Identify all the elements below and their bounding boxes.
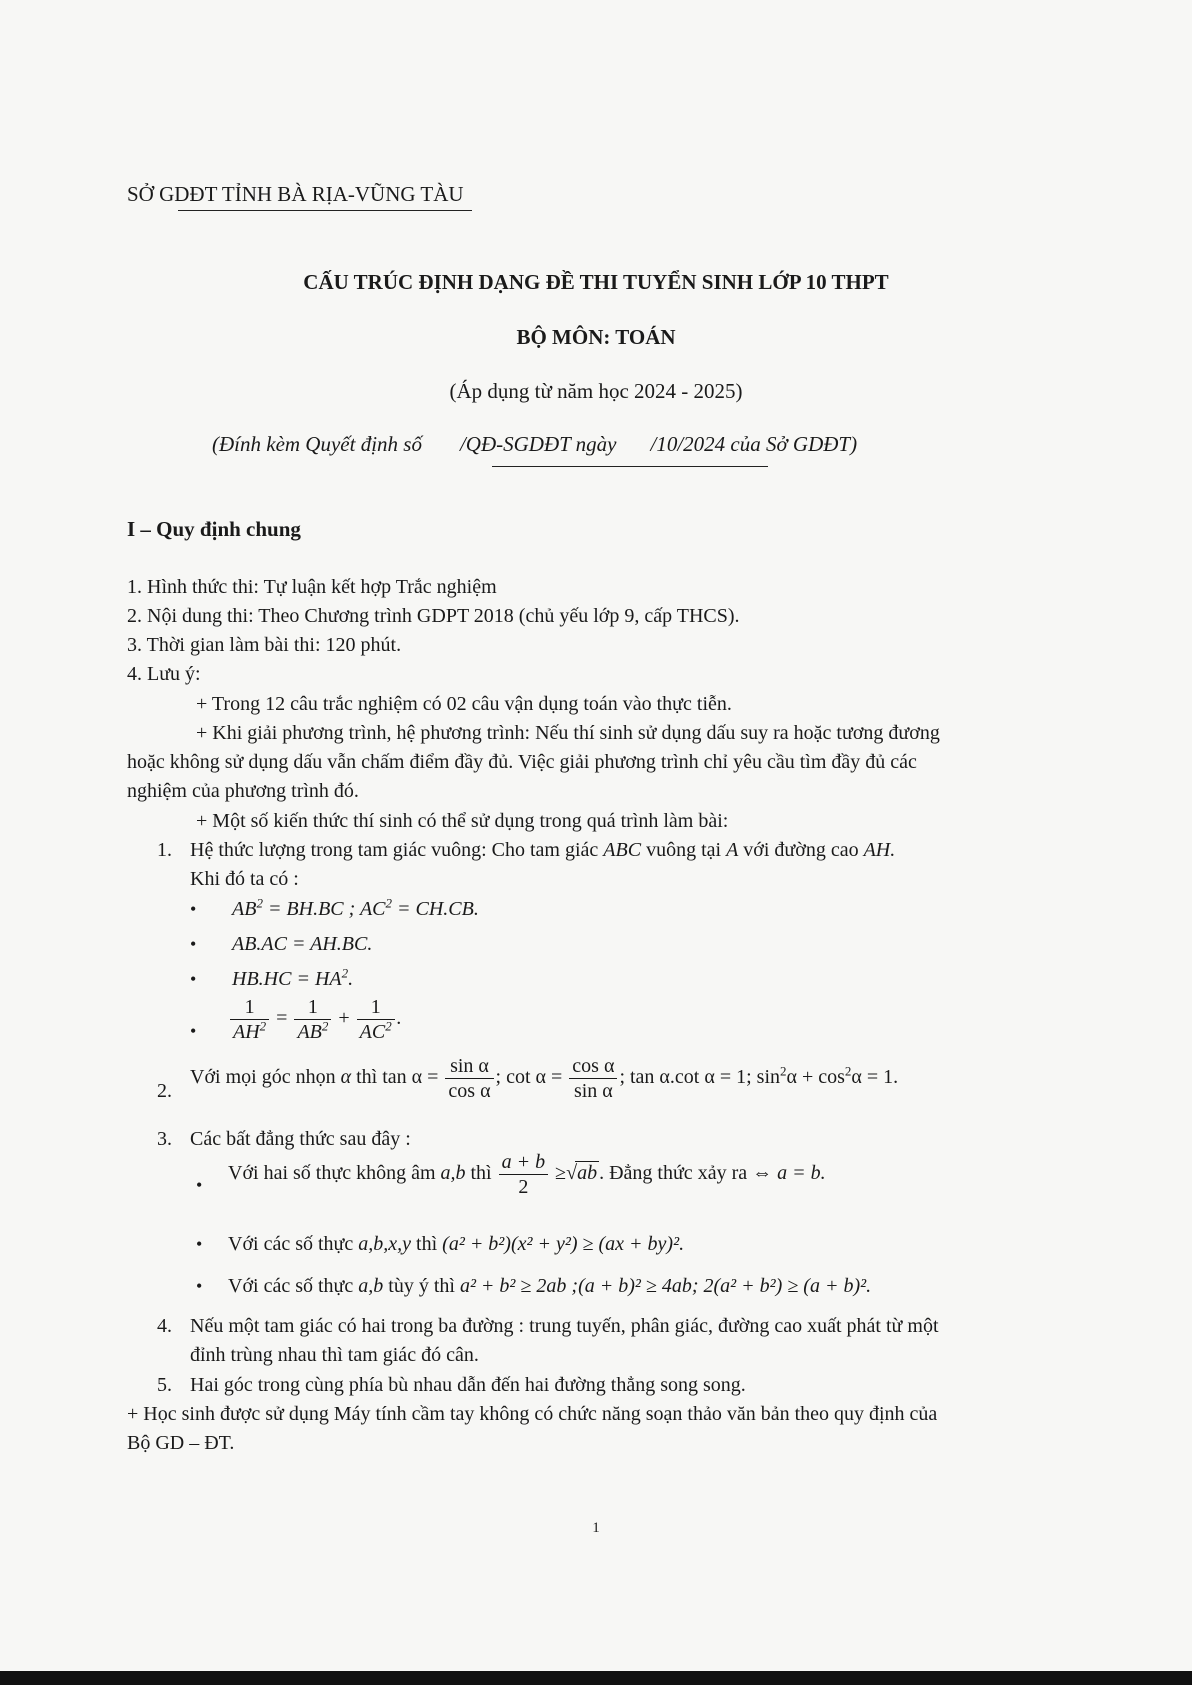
- fraction: [294, 995, 331, 1044]
- frac-den: AH: [233, 1021, 260, 1043]
- sup: 2: [341, 965, 349, 981]
- k3-bullet-3: [228, 1275, 871, 1298]
- b1-thi: thì: [470, 1162, 492, 1185]
- frac-den: 2: [518, 1176, 529, 1198]
- k3-text: Các bất đẳng thức sau đây :: [190, 1128, 411, 1150]
- scan-bottom-edge: [0, 1671, 1192, 1685]
- fraction: [357, 995, 395, 1044]
- note-2-line1: + Khi giải phương trình, hệ phương trình: Nếu thí sinh sử dụng dấu suy ra hoặc tương đương: [196, 722, 940, 744]
- fraction: [230, 995, 269, 1044]
- b1-rest: . Đẳng thức xảy ra ⇔: [599, 1162, 773, 1185]
- k1-number: 1.: [157, 839, 172, 861]
- item-4: 4. Lưu ý:: [127, 663, 201, 685]
- f1-a: AB: [232, 898, 257, 920]
- frac-num: 1: [357, 995, 395, 1020]
- frac-num: sin α: [445, 1054, 493, 1079]
- b2-thi: thì: [416, 1233, 438, 1255]
- k1-line2: Khi đó ta có :: [190, 868, 299, 890]
- bullet: •: [190, 1021, 197, 1041]
- frac-num: a + b: [499, 1150, 549, 1175]
- k1-text-b: vuông tại: [646, 839, 722, 861]
- k1-formula-3: [232, 965, 354, 991]
- agency-underline: [178, 210, 472, 211]
- note-1: + Trong 12 câu trắc nghiệm có 02 câu vận dụng toán vào thực tiễn.: [196, 693, 732, 715]
- sup: 2: [256, 895, 263, 911]
- item-1: 1. Hình thức thi: Tự luận kết hợp Trắc nghiệm: [127, 576, 497, 598]
- k4-number: 4.: [157, 1315, 172, 1337]
- b3-vars: a,b: [358, 1275, 384, 1297]
- k2-number: 2.: [157, 1080, 172, 1102]
- attach-part1: (Đính kèm Quyết định số: [212, 432, 422, 456]
- cot: ; cot α =: [495, 1066, 563, 1089]
- attach-part2: /QĐ-SGDĐT ngày: [459, 432, 617, 456]
- bullet: •: [196, 1234, 203, 1254]
- b3-expr: a² + b² ≥ 2ab ;(a + b)² ≥ 4ab; 2(a² + b²) ≥ (a + b)².: [459, 1275, 872, 1297]
- frac-den: cos α: [448, 1080, 491, 1102]
- sqrt-content: ab: [577, 1162, 598, 1185]
- note-2-line2: hoặc không sử dụng dấu vẫn chấm điểm đầy đủ. Việc giải phương trình chỉ yêu cầu tìm đầy đủ các: [127, 751, 917, 773]
- page-number: 1: [592, 1520, 600, 1536]
- sup: 2: [780, 1063, 787, 1079]
- fraction: [445, 1054, 493, 1103]
- b2-vars: a,b,x,y: [358, 1233, 412, 1255]
- k1-abc: ABC: [603, 839, 642, 861]
- attach-underline: [492, 466, 768, 467]
- item-2: 2. Nội dung thi: Theo Chương trình GDPT 2018 (chủ yếu lớp 9, cấp THCS).: [127, 605, 740, 627]
- b3-text: Với các số thực: [228, 1275, 354, 1297]
- b1-text: Với hai số thực không âm: [228, 1162, 436, 1185]
- b3-text-b: tùy ý thì: [388, 1275, 455, 1297]
- k1-line1: [190, 839, 895, 862]
- k4-line1: Nếu một tam giác có hai trong ba đường : trung tuyến, phân giác, đường cao xuất phát từ một: [190, 1315, 939, 1337]
- f1-c: = CH.CB.: [397, 898, 479, 920]
- k2-thi: thì: [356, 1066, 378, 1089]
- document-title: CẤU TRÚC ĐỊNH DẠNG ĐỀ THI TUYỂN SINH LỚP 10 THPT: [303, 270, 889, 294]
- b1-vars: a,b: [440, 1162, 466, 1185]
- subject-title: BỘ MÔN: TOÁN: [516, 325, 676, 349]
- attach-part3: /10/2024 của Sở GDĐT): [650, 432, 858, 456]
- section-heading: I – Quy định chung: [127, 517, 301, 541]
- k4-line2: đỉnh trùng nhau thì tam giác đó cân.: [190, 1344, 479, 1366]
- frac-num: 1: [230, 995, 269, 1020]
- k2-text: Với mọi góc nhọn: [190, 1066, 336, 1089]
- f1-b: = BH.BC ; AC: [267, 898, 386, 920]
- k2-line: [190, 1054, 898, 1103]
- alpha: α: [340, 1066, 352, 1089]
- k1-formula-2: AB.AC = AH.BC.: [232, 933, 373, 955]
- frac-den: AB: [297, 1021, 322, 1043]
- bullet: •: [196, 1276, 203, 1296]
- sup: 2: [259, 1018, 267, 1034]
- sup: 2: [385, 895, 393, 911]
- k2-rest-b: α + cos: [786, 1066, 845, 1089]
- fraction: [569, 1054, 617, 1103]
- geq: ≥: [555, 1162, 567, 1185]
- bullet: •: [190, 899, 197, 919]
- note-3: + Một số kiến thức thí sinh có thể sử dụng trong quá trình làm bài:: [196, 810, 729, 832]
- sup: 2: [844, 1063, 852, 1079]
- k3-bullet-1: Với hai số thực không âm a,b thì $\frac{a + b}{2}$ ≥√ab . Đẳng thức xảy ra ⇔ a = b.: [228, 1151, 826, 1198]
- k3-number: 3.: [157, 1128, 172, 1150]
- sup: 2: [321, 1018, 329, 1034]
- frac-num: cos α: [569, 1054, 617, 1079]
- frac-num: 1: [294, 995, 331, 1020]
- k1-formula-4: $\frac{1}{AH^2}$ = $\frac{1}{AB^2}$ + $\frac{1}{AC^2}$ .: [228, 995, 402, 1044]
- k2-rest-a: ; tan α.cot α = 1; sin: [619, 1066, 780, 1089]
- bullet: •: [190, 969, 197, 989]
- agency-name: SỞ GDĐT TỈNH BÀ RỊA-VŨNG TÀU: [127, 182, 464, 206]
- k1-formula-1: [232, 895, 479, 921]
- frac-den: sin α: [573, 1080, 613, 1102]
- k1-a: A: [726, 839, 739, 861]
- tan: tan α =: [382, 1066, 439, 1089]
- b2-text: Với các số thực: [228, 1233, 354, 1255]
- b1-eq: a = b.: [777, 1162, 826, 1185]
- sup: 2: [385, 1018, 392, 1034]
- k1-ah: AH.: [863, 839, 896, 861]
- k5-number: 5.: [157, 1374, 172, 1396]
- b2-expr: (a² + b²)(x² + y²) ≥ (ax + by)².: [442, 1233, 685, 1255]
- attachment-note: [212, 432, 857, 457]
- f3-b: .: [348, 968, 354, 990]
- final-line1: + Học sinh được sử dụng Máy tính cầm tay không có chức năng soạn thảo văn bản theo quy định của: [127, 1403, 938, 1425]
- item-3: 3. Thời gian làm bài thi: 120 phút.: [127, 634, 402, 656]
- k1-text-a: Hệ thức lượng trong tam giác vuông: Cho tam giác: [190, 839, 599, 861]
- k2-rest-c: α = 1.: [851, 1066, 899, 1089]
- k3-bullet-2: [228, 1233, 684, 1256]
- apply-year: (Áp dụng từ năm học 2024 - 2025): [449, 379, 743, 403]
- frac-den: AC: [359, 1021, 386, 1043]
- k1-text-c: với đường cao: [743, 839, 859, 861]
- f3-a: HB.HC = HA: [232, 968, 342, 990]
- fraction: [499, 1150, 549, 1199]
- k5-text: Hai góc trong cùng phía bù nhau dẫn đến hai đường thẳng song song.: [190, 1374, 746, 1396]
- note-2-line3: nghiệm của phương trình đó.: [127, 780, 359, 802]
- final-line2: Bộ GD – ĐT.: [127, 1432, 235, 1454]
- bullet: •: [196, 1175, 203, 1195]
- bullet: •: [190, 934, 197, 954]
